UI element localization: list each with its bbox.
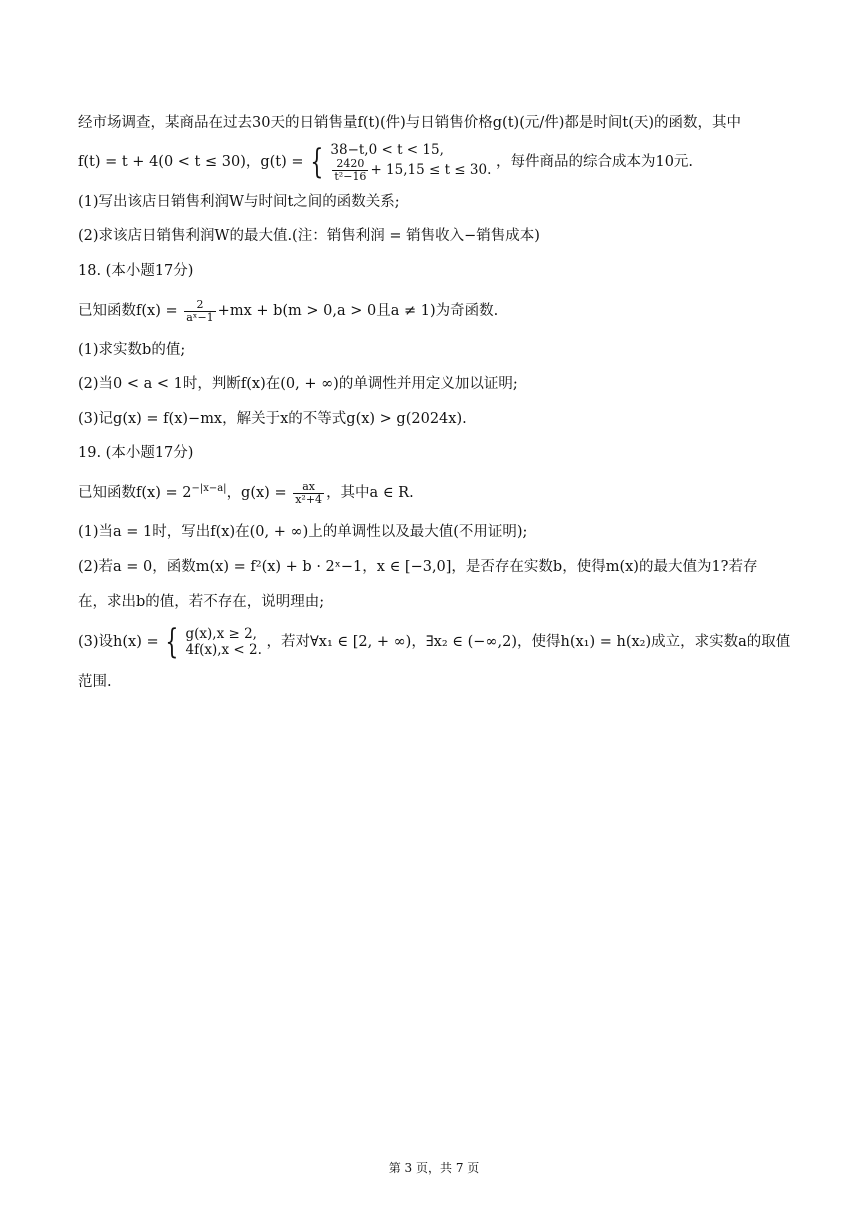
problem19-question1: (1)当a = 1时，写出f(x)在(0, + ∞)上的单调性以及最大值(不用证明); — [78, 524, 528, 540]
problem19-q3-post: ，若对∀x₁ ∈ [2, + ∞)，∃x₂ ∈ (−∞,2)，使得h(x₁) = h(x₂)成立，求实数a的取值 — [266, 634, 791, 650]
problem18-stem-post: +mx + b(m > 0,a > 0且a ≠ 1)为奇函数. — [217, 303, 499, 319]
problem18-question1: (1)求实数b的值; — [78, 342, 186, 358]
problem19-q3-pre: (3)设h(x) = — [78, 634, 159, 650]
page-number-footer: 第 3 页，共 7 页 — [388, 1161, 480, 1175]
problem17-stem-line2 — [78, 140, 798, 184]
problem18-heading: 18. (本小题17分) — [78, 263, 194, 279]
problem19-question2-line1: (2)若a = 0，函数m(x) = f²(x) + b · 2ˣ−1，x ∈ [−3,0]，是否存在实数b，使得m(x)的最大值为1?若存 — [78, 559, 758, 575]
piecewise-brace: { — [165, 622, 179, 662]
problem19-h-case2: 4f(x),x < 2. — [185, 642, 262, 658]
fraction-numerator: 2420 — [332, 158, 368, 171]
problem17-fraction — [332, 158, 368, 183]
problem17-g-case1: 38−t,0 < t < 15, — [330, 141, 444, 158]
problem17-g-cases — [330, 142, 491, 183]
problem19-h-cases — [186, 626, 262, 658]
problem19-stem-pre: 已知函数f(x) = 2 — [78, 485, 192, 501]
problem18-stem-pre: 已知函数f(x) = — [78, 303, 178, 319]
problem17-question1: (1)写出该店日销售利润W与时间t之间的函数关系; — [78, 194, 400, 210]
problem19-stem-post: ，其中a ∈ R. — [326, 485, 414, 501]
problem19-fraction — [293, 481, 324, 506]
fraction-denominator: x²+4 — [295, 492, 323, 506]
piecewise-brace: { — [310, 142, 324, 182]
fraction-denominator: aˣ−1 — [186, 310, 214, 324]
problem19-stem — [78, 478, 798, 508]
problem17-question2: (2)求该店日销售利润W的最大值.(注：销售利润 = 销售收入−销售成本) — [78, 228, 540, 244]
fraction-denominator: t²−16 — [334, 169, 367, 183]
fraction-numerator: 2 — [184, 299, 215, 312]
problem17-stem-line1: 经市场调查，某商品在过去30天的日销售量f(t)(件)与日销售价格g(t)(元/件)都是时间t(天)的函数，其中 — [78, 115, 742, 131]
problem18-question3: (3)记g(x) = f(x)−mx，解关于x的不等式g(x) > g(2024x). — [78, 411, 467, 427]
problem17-f-definition: f(t) = t + 4(0 < t ≤ 30)，g(t) = — [78, 154, 304, 170]
problem18-stem — [78, 296, 798, 326]
problem19-question3 — [78, 620, 798, 664]
problem17-cost-note: ，每件商品的综合成本为10元. — [495, 154, 694, 170]
problem19-question3-line2: 范围. — [78, 674, 112, 690]
problem19-heading: 19. (本小题17分) — [78, 445, 194, 461]
problem19-h-case1: g(x),x ≥ 2, — [185, 626, 257, 642]
problem18-question2: (2)当0 < a < 1时，判断f(x)在(0, + ∞)的单调性并用定义加以证明; — [78, 376, 518, 392]
problem19-stem-mid: ，g(x) = — [226, 485, 287, 501]
problem18-fraction — [184, 299, 215, 324]
fraction-numerator: ax — [293, 481, 324, 494]
problem19-question2-line2: 在，求出b的值，若不存在，说明理由; — [78, 594, 325, 610]
problem17-g-case2 — [330, 158, 491, 183]
problem19-exponent: −|x−a| — [191, 483, 227, 495]
problem17-g-case2-rest: + 15,15 ≤ t ≤ 30. — [370, 161, 492, 178]
